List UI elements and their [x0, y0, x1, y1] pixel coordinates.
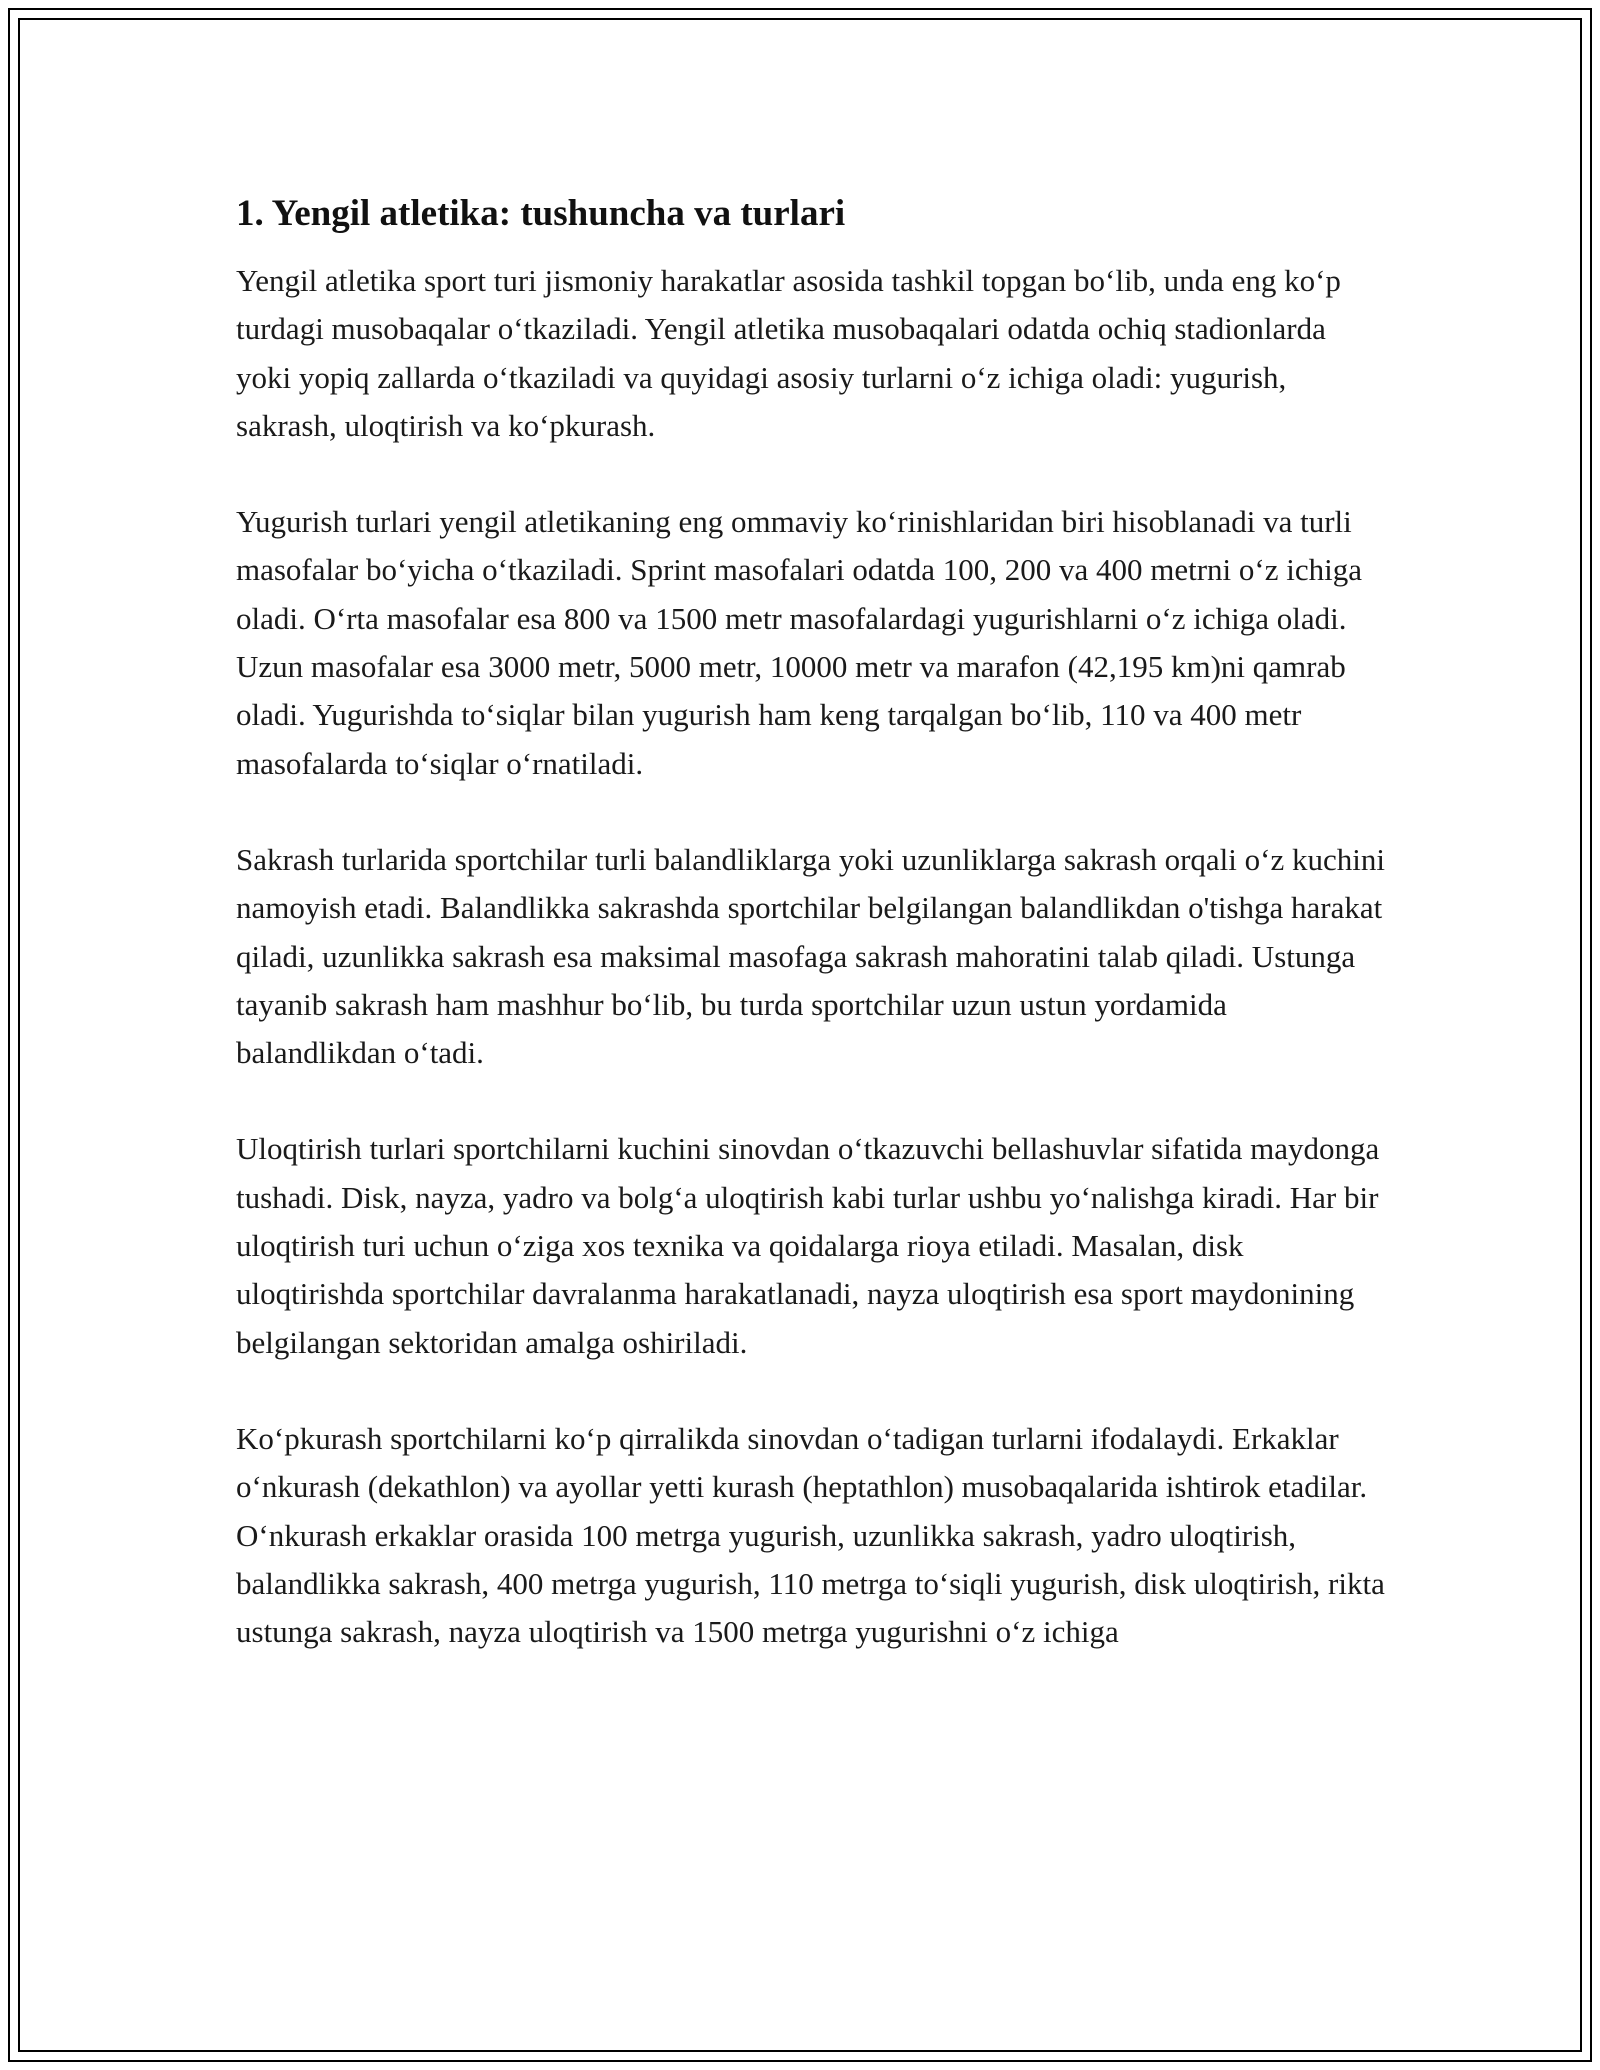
paragraph-running: Yugurish turlari yengil atletikaning eng ommaviy ko‘rinishlaridan biri hisoblanadi va turli masofalar bo‘yicha o‘tkaziladi. Sprint masofalari odatda 100, 200 va 400 metrni o‘z ichiga oladi. O‘rta masofalar esa 800 va 1500 metr masofalardagi yugurishlarni o‘z ichiga oladi. Uzun masofalar esa 3000 metr, 5000 metr, 10000 metr va marafon (42,195 km)ni qamrab oladi. Yugurishda to‘siqlar bilan yugurish ham keng tarqalgan bo‘lib, 110 va 400 metr masofalarda to‘siqlar o‘rnatiladi. [236, 504, 1362, 781]
paragraph-combined-events: Ko‘pkurash sportchilarni ko‘p qirralikda sinovdan o‘tadigan turlarni ifodalaydi. Erkaklar o‘nkurash (dekathlon) va ayollar yetti kurash (heptathlon) musobaqalarida ishtirok etadilar. O‘nkurash erkaklar orasida 100 metrga yugurish, uzunlikka sakrash, yadro uloqtirish, balandlikka sakrash, 400 metrga yugurish, 110 metrga to‘siqli yugurish, disk uloqtirish, rikta ustunga sakrash, nayza uloqtirish va 1500 metrga yugurishni o‘z ichiga [236, 1420, 1385, 1650]
paragraph-intro: Yengil atletika sport turi jismoniy harakatlar asosida tashkil topgan bo‘lib, unda eng ko‘p turdagi musobaqalar o‘tkaziladi. Yengil atletika musobaqalari odatda ochiq stadionlarda yoki yopiq zallarda o‘tkaziladi va quyidagi asosiy turlarni o‘z ichiga oladi: yugurish, sakrash, uloqtirish va ko‘pkurash. [236, 263, 1341, 443]
paragraph-jumping: Sakrash turlarida sportchilar turli balandliklarga yoki uzunliklarga sakrash orqali o‘z kuchini namoyish etadi. Balandlikka sakrashda sportchilar belgilangan balandlikdan o'tishga harakat qiladi, uzunlikka sakrash esa maksimal masofaga sakrash mahoratini talab qiladi. Ustunga tayanib sakrash ham mashhur bo‘lib, bu turda sportchilar uzun ustun yordamida balandlikdan o‘tadi. [236, 841, 1385, 1071]
section-heading: 1. Yengil atletika: tushuncha va turlari [236, 193, 846, 234]
paragraph-throwing: Uloqtirish turlari sportchilarni kuchini sinovdan o‘tkazuvchi bellashuvlar sifatida maydonga tushadi. Disk, nayza, yadro va bolg‘a uloqtirish kabi turlar ushbu yo‘nalishga kiradi. Har bir uloqtirish turi uchun o‘ziga xos texnika va qoidalarga rioya etiladi. Masalan, disk uloqtirishda sportchilar davralanma harakatlanadi, nayza uloqtirish esa sport maydonining belgilangan sektoridan amalga oshiriladi. [236, 1131, 1380, 1360]
document-body [236, 190, 1386, 1656]
